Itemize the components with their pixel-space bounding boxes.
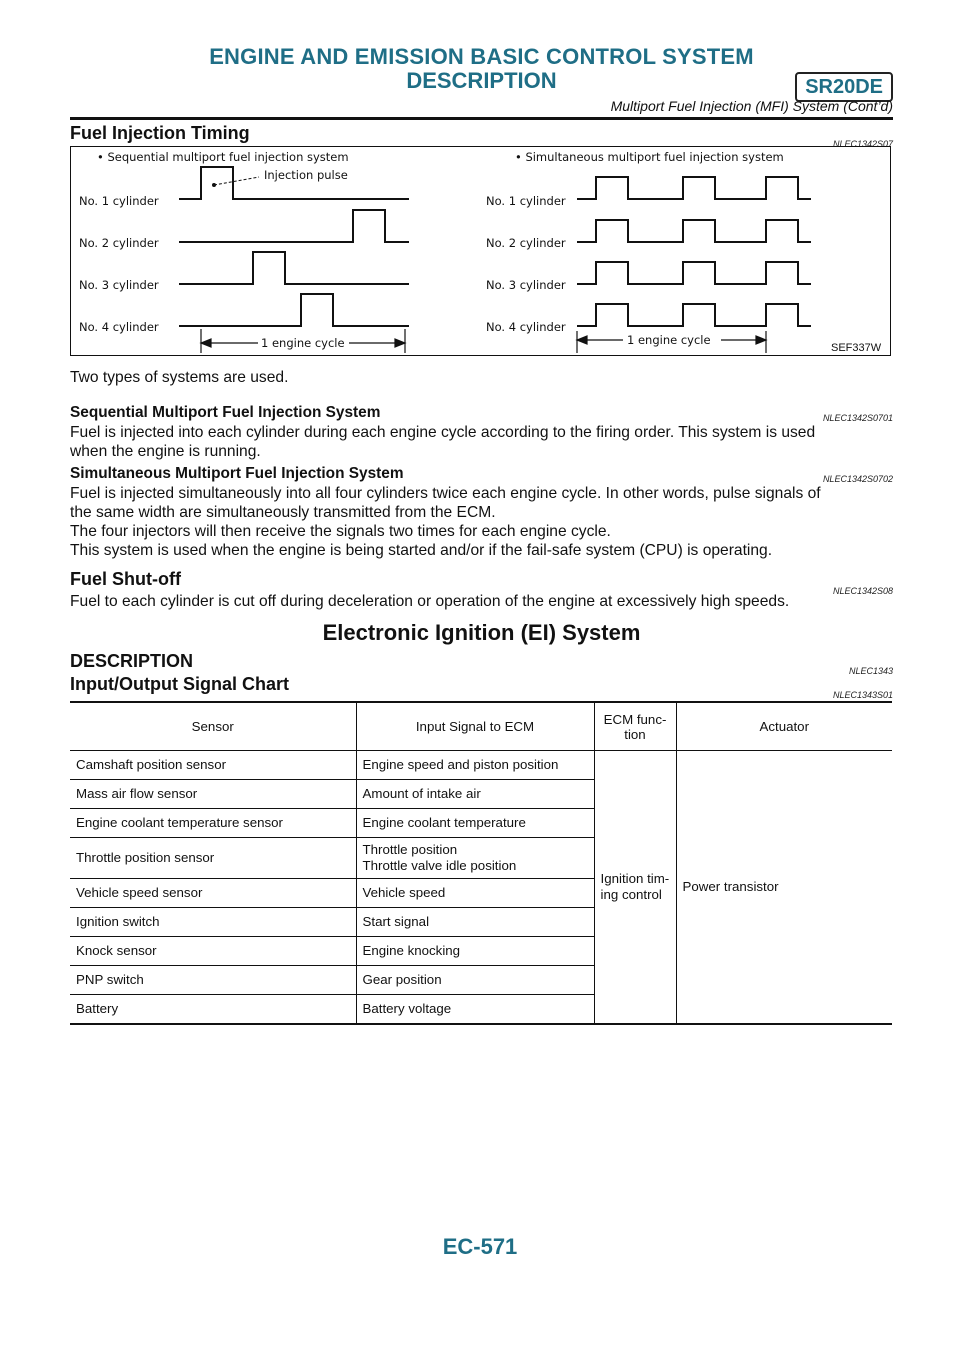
input-cell: Engine knocking	[356, 937, 594, 966]
sensor-cell: Engine coolant temperature sensor	[70, 809, 356, 838]
input-cell: Start signal	[356, 908, 594, 937]
fig-sim-cyl-3: No. 3 cylinder	[486, 278, 566, 292]
ei-description-title: DESCRIPTION	[70, 651, 194, 671]
fig-pulse-label: Injection pulse	[264, 168, 348, 182]
fig-seq-cyl-2: No. 2 cylinder	[79, 236, 159, 250]
sequential-code: NLEC1342S0701	[822, 413, 893, 423]
fig-seq-cyl-4: No. 4 cylinder	[79, 320, 159, 334]
input-cell: Gear position	[356, 966, 594, 995]
sensor-cell: Mass air flow sensor	[70, 780, 356, 809]
header-title-line2: DESCRIPTION	[406, 68, 557, 93]
sim-wave-1	[577, 177, 811, 199]
sensor-cell: Battery	[70, 995, 356, 1025]
ei-description-code: NLEC1343	[848, 666, 893, 676]
actuator-cell: Power transistor	[676, 751, 892, 1025]
sensor-cell: PNP switch	[70, 966, 356, 995]
table-row	[70, 751, 892, 780]
simultaneous-title: Simultaneous Multiport Fuel Injection System	[70, 465, 404, 482]
sequential-title: Sequential Multiport Fuel Injection System	[70, 404, 381, 421]
chart-title: Input/Output Signal Chart	[70, 674, 289, 694]
fig-right-title: • Simultaneous multiport fuel injection system	[515, 150, 784, 164]
col-actuator-header: Actuator	[676, 702, 892, 751]
header-rule	[70, 117, 893, 120]
table-header-row	[70, 702, 892, 751]
header-title: ENGINE AND EMISSION BASIC CONTROL SYSTEM	[209, 44, 754, 69]
page-header	[70, 44, 893, 118]
fig-seq-cyl-3: No. 3 cylinder	[79, 278, 159, 292]
timing-diagram	[71, 147, 892, 357]
seq-wave-2	[179, 210, 409, 242]
fig-left-title: • Sequential multiport fuel injection system	[97, 150, 349, 164]
col-input-header: Input Signal to ECM	[356, 702, 594, 751]
ei-title: Electronic Ignition (EI) System	[322, 620, 641, 645]
fig-sim-cyl-4: No. 4 cylinder	[486, 320, 566, 334]
fig-sim-cycle-label: 1 engine cycle	[627, 333, 711, 347]
simultaneous-line-4: This system is used when the engine is being started and/or if the fail-safe system (CPU) is operating.	[70, 542, 773, 559]
seq-wave-4	[179, 294, 409, 326]
shutoff-title: Fuel Shut-off	[70, 569, 181, 589]
col-function-header: ECM func- tion	[594, 702, 676, 751]
sim-wave-4	[577, 304, 811, 326]
sensor-cell: Ignition switch	[70, 908, 356, 937]
simultaneous-line-1: Fuel is injected simultaneously into all four cylinders twice each engine cycle. In other words, pulse signals of	[70, 485, 821, 502]
ecm-function-cell: Ignition tim- ing control	[594, 751, 676, 1025]
sensor-cell: Throttle position sensor	[70, 838, 356, 879]
shutoff-code: NLEC1342S08	[832, 586, 893, 596]
sensor-cell: Vehicle speed sensor	[70, 879, 356, 908]
simultaneous-line-2: the same width are simultaneously transmitted from the ECM.	[70, 504, 496, 521]
input-cell: Engine speed and piston position	[356, 751, 594, 780]
input-cell: Engine coolant temperature	[356, 809, 594, 838]
injection-timing-figure	[70, 146, 891, 356]
sensor-cell: Knock sensor	[70, 937, 356, 966]
header-subtitle: Multiport Fuel Injection (MFI) System (Cont’d)	[610, 98, 893, 114]
simultaneous-line-3: The four injectors will then receive the signals two times for each engine cycle.	[70, 523, 611, 540]
input-cell: Throttle position Throttle valve idle position	[356, 838, 594, 879]
input-cell: Battery voltage	[356, 995, 594, 1025]
fig-sim-cyl-2: No. 2 cylinder	[486, 236, 566, 250]
shutoff-text: Fuel to each cylinder is cut off during deceleration or operation of the engine at excessively high speeds.	[70, 593, 790, 610]
sim-wave-2	[577, 220, 811, 242]
fig-seq-cycle-label: 1 engine cycle	[261, 336, 345, 350]
figure-id: SEF337W	[831, 342, 882, 354]
fig-sim-cyl-1: No. 1 cylinder	[486, 194, 566, 208]
io-signal-table	[70, 701, 892, 1025]
sequential-line-2: when the engine is running.	[70, 443, 261, 460]
chart-code: NLEC1343S01	[832, 690, 893, 700]
input-cell: Vehicle speed	[356, 879, 594, 908]
sim-wave-3	[577, 262, 811, 284]
col-sensor-header: Sensor	[70, 702, 356, 751]
section-title-timing: Fuel Injection Timing	[70, 123, 250, 143]
model-badge: SR20DE	[795, 72, 893, 102]
simultaneous-code: NLEC1342S0702	[822, 474, 893, 484]
input-cell: Amount of intake air	[356, 780, 594, 809]
intro-text: Two types of systems are used.	[70, 369, 289, 386]
fig-seq-cyl-1: No. 1 cylinder	[79, 194, 159, 208]
sequential-line-1: Fuel is injected into each cylinder during each engine cycle according to the firing order. This system is used	[70, 424, 816, 441]
page-number: EC-571	[442, 1234, 518, 1259]
section-code-timing: NLEC1342S07	[832, 139, 893, 149]
seq-wave-3	[179, 252, 409, 284]
sensor-cell: Camshaft position sensor	[70, 751, 356, 780]
